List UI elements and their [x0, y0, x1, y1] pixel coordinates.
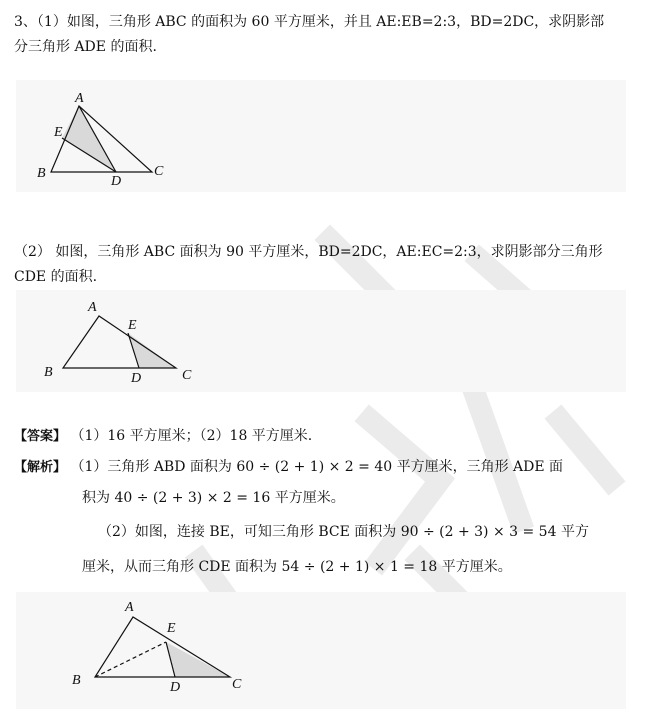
figure1-label-b: B — [37, 166, 46, 181]
figure3-label-c: C — [232, 677, 242, 692]
analysis-line4: 厘米，从而三角形 CDE 面积为 54 ÷ (2 + 1) × 1 = 18 平方厘米。 — [82, 559, 512, 575]
figure3-label-b: B — [72, 673, 81, 688]
analysis-line2: 积为 40 ÷ (2 + 3) × 2 = 16 平方厘米。 — [82, 490, 345, 506]
problem-part2-line1: （2） 如图，三角形 ABC 面积为 90 平方厘米，BD=2DC，AE:EC=2:3，求阴影部分三角形 — [14, 244, 603, 260]
answer-text: （1）16 平方厘米；（2）18 平方厘米. — [70, 428, 313, 444]
answer-label: 【答案】 — [14, 429, 67, 444]
figure3-label-d: D — [170, 680, 181, 695]
analysis-label: 【解析】 — [14, 460, 67, 475]
figure1-label-a: A — [75, 91, 84, 106]
problem-part2-line2: CDE 的面积. — [14, 269, 98, 285]
figure3-label-a: A — [125, 600, 134, 615]
analysis-line3: （2）如图，连接 BE，可知三角形 BCE 面积为 90 ÷ (2 + 3) × 3 = 54 平方 — [98, 524, 589, 540]
figure1-label-c: C — [154, 164, 164, 179]
figure2-label-a: A — [88, 300, 97, 315]
figure2-label-d: D — [131, 371, 142, 386]
figure2-label-c: C — [182, 368, 192, 383]
figure3-label-e: E — [167, 621, 176, 636]
figure2-label-b: B — [44, 365, 53, 380]
problem-number: 3、 — [14, 14, 37, 30]
analysis-text1: （1）三角形 ABD 面积为 60 ÷ (2 + 1) × 2 = 40 平方厘米，三角形 ADE 面 — [70, 459, 564, 475]
figure1-label-d: D — [111, 174, 122, 189]
problem-part1-text1: （1）如图，三角形 ABC 的面积为 60 平方厘米，并且 AE:EB=2:3，BD=2DC，求阴影部 — [36, 14, 605, 30]
figure2-label-e: E — [128, 318, 137, 333]
figure1-label-e: E — [54, 125, 63, 140]
problem-part1-line2: 分三角形 ADE 的面积. — [14, 39, 157, 55]
